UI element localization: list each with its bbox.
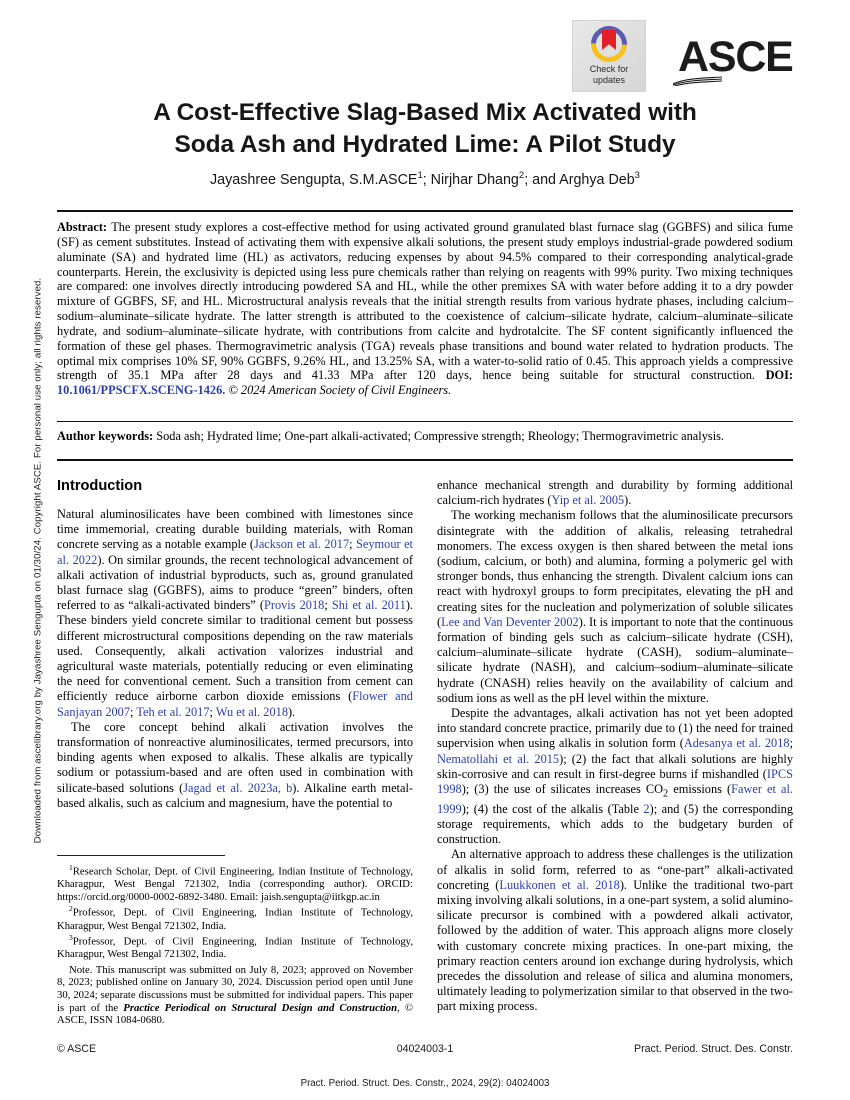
text-run: ). [288,704,296,719]
citation-link[interactable]: Jackson et al. 2017 [254,537,350,552]
column-right [437,478,793,1015]
author-list: Jayashree Sengupta, S.M.ASCE$^1$; Nirjhar Dhang$^2$; and Arghya Deb$^3$ [210,170,640,188]
footnote-block [57,862,413,1027]
citation-link[interactable]: Luukkonen et al. 2018 [499,877,620,892]
citation-link[interactable]: Flower and Sanjayan 2007 [57,689,413,719]
text-run: ; [209,704,216,719]
citation-link[interactable]: Fawer et al. 1999 [437,782,794,816]
paragraph [57,720,413,811]
journal-name: Practice Periodical on Structural Design and Construction [123,1001,398,1014]
footer-article-number: 04024003-1 [396,1043,454,1055]
asce-swoosh-icon [672,76,724,86]
footnote-text: Professor, Dept. of Civil Engineering, Indian Institute of Technology, Kharagpur, West Bengal 721302, India. [57,906,413,932]
text-run: ). [624,493,632,508]
text-run: ); (4) the cost of the alkalis (Table [461,801,644,816]
text-run: emissions ( [668,782,732,797]
paragraph [57,507,413,720]
abstract-copyright: © 2024 American Society of Civil Engineers. [228,383,452,398]
text-run: ; [349,537,357,552]
citation-link[interactable]: Shi et al. 2011 [331,598,406,613]
text-run: ). On similar grounds, the recent technological advancement of alkali activation of industrial byproducts, such as, ground granulated blast furnace slag (GGBFS), aims to produce “green” binders, often referred to as “alkali-activated binders” ( [57,552,413,613]
page-title [72,97,778,161]
citation-link[interactable]: Seymour et al. 2022 [57,537,413,567]
text-run: ); (2) the fact that alkali solutions are highly skin-corrosive and can result in first-degree burns if mishandled ( [437,751,793,781]
crossmark-label-line2: updates [592,74,625,85]
title-line-1: A Cost-Effective Slag-Based Mix Activated with [153,99,697,126]
citation-link[interactable]: Teh et al. 2017 [136,704,210,719]
text-run: ; [324,598,332,613]
paragraph [437,706,793,847]
footnote-separator [57,855,225,856]
subscript: 2 [663,788,669,800]
keywords-value: Soda ash; Hydrated lime; One-part alkali-activated; Compressive strength; Rheology; Thermogravimetric analysis. [156,429,725,443]
doi-link[interactable]: 10.1061/PPSCFX.SCENG-1426. [57,383,226,398]
paragraph [437,508,793,706]
crossmark-icon [591,26,627,62]
table-link[interactable]: 2 [643,801,650,816]
text-run: Natural aluminosilicates have been combined with limestones since time immemorial, creating durable building materials, with Roman concrete serving as a notable example ( [57,507,413,552]
text-run: The core concept behind alkali activation involves the transformation of nonreactive aluminosilicates, termed precursors, into binding agents when exposed to alkalis. These alkalis are typically sodium or potassium-based and are often used in combination with silicate-based solutions ( [57,719,413,795]
footer-copyright: © ASCE [57,1043,97,1055]
text-run: ). Alkaline earth metal-based alkalis, such as calcium and magnesium, have the potential to [57,780,414,810]
note-text-end: , © ASCE, ISSN 1084-0680. [57,1001,414,1027]
section-heading-introduction: Introduction [57,478,143,494]
footnote-marker: 2 [69,904,73,914]
text-run: ; [130,704,137,719]
footnote-marker: 3 [69,933,73,943]
crossmark-label [590,64,629,85]
footer-journal-short: Pract. Period. Struct. Des. Constr. [634,1043,793,1055]
page-header [0,12,850,92]
crossmark-label-line1: Check for [589,64,629,74]
text-run: The working mechanism follows that the aluminosilicate precursors disintegrate with the addition of alkalis, releasing tetrahedral monomers. The excess oxygen is then shared between the metal ions (sodium, calcium, or both) and alumina, forming a polymeric gel with stronger bonds, thus enhancing the strength. Divalent calcium ions can react with hydroxyl groups to form precipitates, elevating the pH and creating sites for the nucleation and polymerization of soluble silicates ( [437,508,793,629]
citation-link[interactable]: Nematollahi et al. 2015 [437,751,560,766]
footnote-text: Research Scholar, Dept. of Civil Engineering, Indian Institute of Technology, Kharagpur, West Bengal 721302, India (corresponding author). ORCID: https://orcid.org/0000-0002-6892-3480. Email: jaish.sengupta@iitkgp.ac.in [57,865,413,903]
title-line-2: Soda Ash and Hydrated Lime: A Pilot Study [174,131,676,158]
rule-above-abstract [57,210,793,212]
download-stamp: Downloaded from ascelibrary.org by Jayashree Sengupta on 01/30/24. Copyright ASCE. For personal use only; all rights reserved. [32,277,44,844]
abstract-body: The present study explores a cost-effective method for using activated ground granulated blast furnace slag (GGBFS) and silica fume (SF) as cement substitutes. Instead of activating them with expensive alkali solutions, the present study employs industrial-grade powdered sodium aluminate (SA) and hydrated lime (HL) as activators, reducing expenses by about 94.5% compared to their corresponding analytical-grade counterparts. Herein, the exclusivity is depicted using less pure chemicals rather than relying on reagents with 99% purity. Two mixing techniques are compared: one involves directly introducing powdered SA and HL, while the other premixes SA with water before adding it to a dry powder mixture of GGBFS, SF, and HL. Microstructural analysis reveals that the initial strength results from various hydrate phases, including calcium–sodium–aluminate–silicate hydrate. The latter strength is attributed to the coexistence of calcium–silicate hydrate, calcium–aluminate–silicate hydrate, and sodium–aluminate–silicate hydrate, with contributions from calcite and hydrotalcite. The SF content significantly influenced the formation of these gel phases. Thermogravimetric analysis (TGA) reveals phase transitions and bound water related to hydration products. The optimal mix comprises 10% SF, 90% GGBFS, 9.26% HL, and 13.25% SA, with a water-to-solid ratio of 0.45. This approach yields a compressive strength of 35.1 MPa after 28 days and 41.33 MPa after 120 days, hence being suitable for structural construction. [57,220,793,383]
text-run: ). These binders yield concrete similar to traditional cement but possess different microstructural compositions depending on the raw materials used. Consequently, alkali activation valorizes industrial and agricultural waste materials, potentially reducing or even eliminating the need for conventional cement. Such a transition from cement can efficiently reduce airborne carbon dioxide emissions ( [57,598,414,704]
citation-link[interactable]: Wu et al. 2018 [215,704,288,719]
citation-link[interactable]: Lee and Van Deventer 2002 [441,614,579,629]
asce-logo: ASCE [678,33,793,81]
rule-below-keywords [57,459,793,461]
text-run: An alternative approach to address these challenges is the utilization of alkalis in solid form, referred to as “one-part” alkali-activated concreting ( [437,847,793,892]
footnote-item [57,903,413,932]
text-run: ). Unlike the traditional two-part mixing involving alkali solutions, in a one-part system, a solid alumino-silicate precursor is combined with a powdered alkali activator, followed by the addition of water. This approach aligns more closely with customary concrete mixing practices. In one-part mixing, the primary reaction centers around ion exchange during hydrolysis, which precedes the dissolution and release of silica and alumina monomers, ultimately leading to polymerization similar to that observed in the two-part mixing process. [437,877,794,1014]
text-run: ). It is important to note that the continuous formation of binding gels such as calcium–silicate hydrate (CSH), calcium–aluminate–silicate hydrate (CASH), sodium–aluminate–silicate hydrate (NASH), and calcium–sodium–aluminate–silicate hydrate (CNASH) relies heavily on the availability of calcium and sodium ions as well as the pH level within the mixture. [437,614,793,705]
footnote-text: Professor, Dept. of Civil Engineering, Indian Institute of Technology, Kharagpur, West Bengal 721302, India. [57,935,413,961]
check-for-updates-badge[interactable] [572,20,646,92]
abstract-block [57,220,793,398]
footnote-item [57,862,413,903]
text-run: ); and (5) the corresponding storage requirements, which adds to the budgetary burden of construction. [437,801,793,847]
keywords-label: Author keywords: [57,429,154,443]
paragraph [437,478,793,508]
citation-link[interactable]: IPCS 1998 [437,766,793,797]
column-left [57,478,413,811]
footnote-marker: 1 [69,863,73,872]
footer-citation: Pract. Period. Struct. Des. Constr., 2024, 29(2): 04024003 [300,1078,550,1089]
text-run: enhance mechanical strength and durability by forming additional calcium-rich hydrates ( [437,478,793,508]
citation-link[interactable]: Adesanya et al. 2018 [683,736,790,751]
footnote-item [57,932,413,961]
text-run: ); (3) the use of silicates increases CO [461,782,664,797]
keywords-block [57,429,793,444]
doi-label: DOI: [765,368,793,383]
page-footer [57,1043,793,1055]
rule-above-keywords [57,421,793,422]
manuscript-note [57,964,413,1027]
citation-link[interactable]: Provis 2018 [263,598,325,613]
paragraph [437,847,793,1014]
text-run: ; [789,736,793,751]
abstract-label: Abstract: [57,220,108,234]
note-text: Note. This manuscript was submitted on July 8, 2023; approved on November 8, 2023; published online on January 30, 2024. Discussion period open until June 30, 2024; separate discussions must be submitted for individual papers. This paper is part of the [57,963,413,1014]
text-run: Despite the advantages, alkali activation has not yet been adopted into standard concrete practice, primarily due to (1) the need for trained supervision when using alkalis in solution form ( [437,706,793,751]
citation-link[interactable]: Jagad et al. 2023a, b [183,780,293,795]
citation-link[interactable]: Yip et al. 2005 [551,493,625,508]
